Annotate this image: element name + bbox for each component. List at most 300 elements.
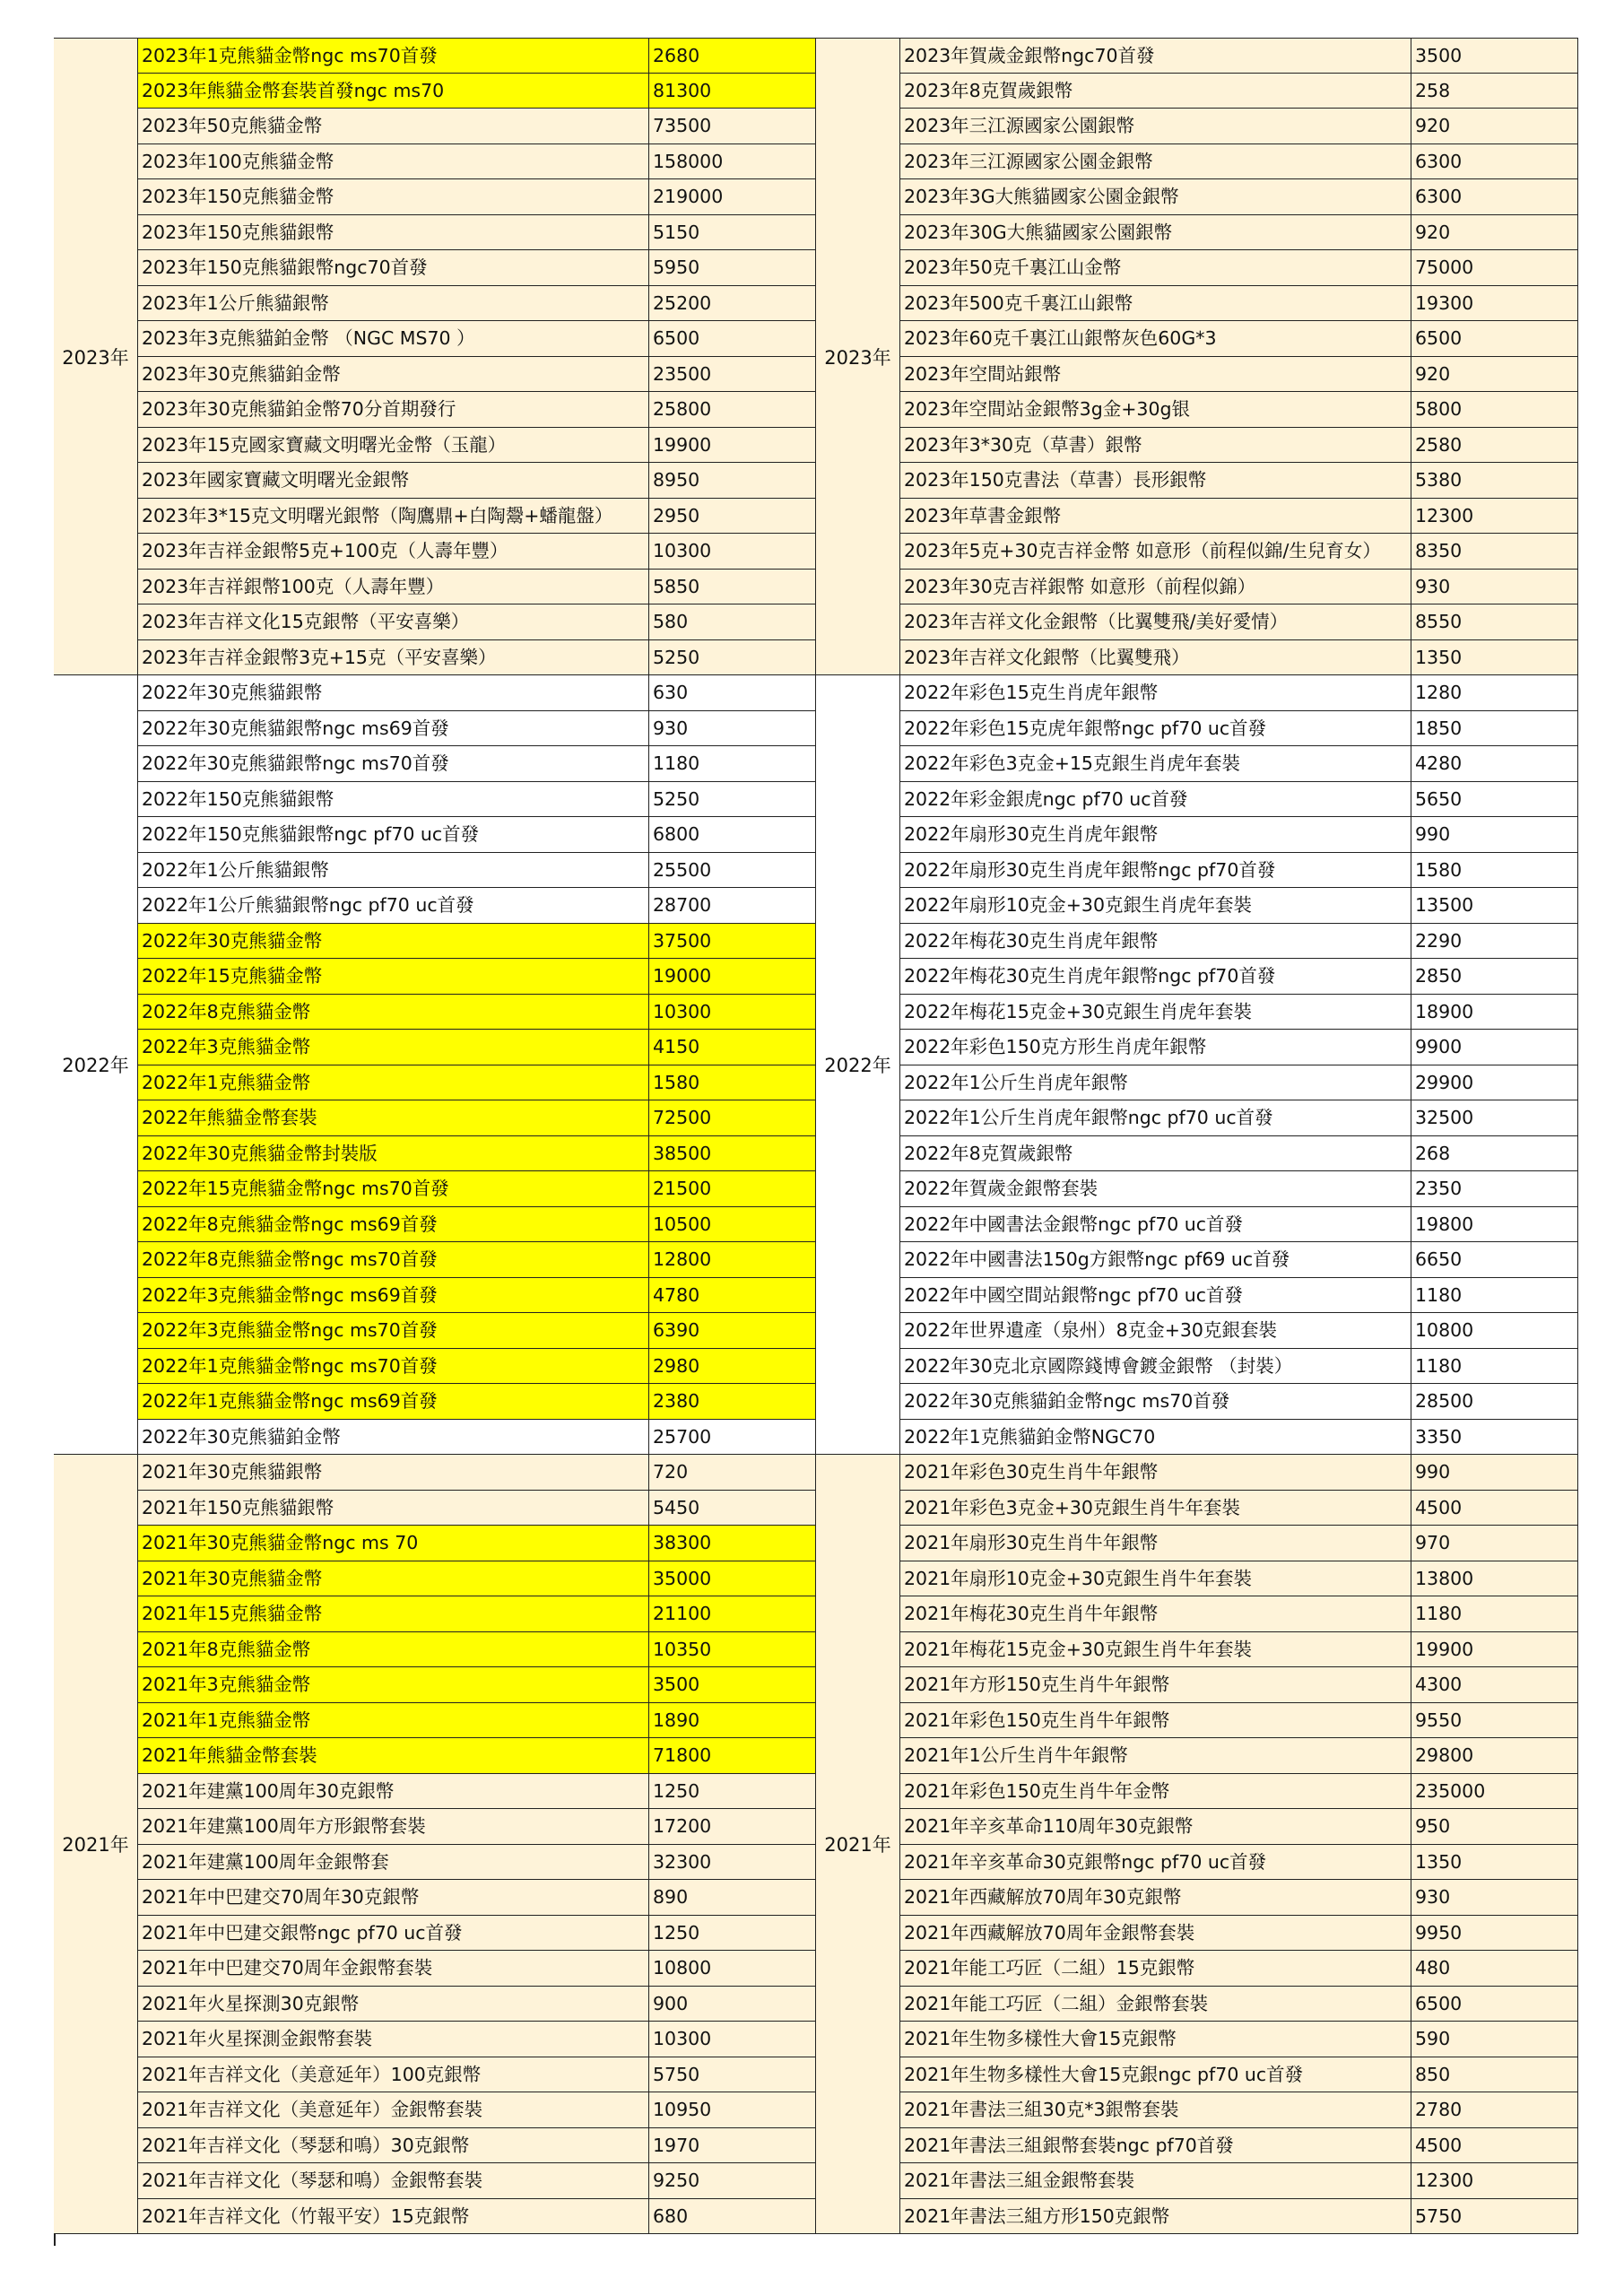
table-row	[900, 1420, 1578, 1456]
item-price-cell: 23500	[649, 357, 816, 393]
item-name-cell: 2022年1克熊貓金幣ngc ms69首發	[138, 1384, 649, 1420]
item-price-cell: 25700	[649, 1420, 816, 1456]
item-price-cell: 10300	[649, 534, 816, 570]
item-name-cell: 2021年書法三組銀幣套裝ngc pf70首發	[900, 2128, 1411, 2164]
table-row	[900, 1171, 1578, 1207]
table-row	[900, 1916, 1578, 1952]
table-row	[138, 463, 816, 499]
table-row	[138, 1951, 816, 1987]
item-price-cell: 25200	[649, 286, 816, 322]
item-price-cell: 38300	[649, 1526, 816, 1561]
item-price-cell: 6300	[1411, 179, 1578, 215]
table-row	[900, 1703, 1578, 1739]
table-row	[138, 144, 816, 180]
table-row	[138, 428, 816, 464]
item-name-cell: 2023年8克賀歲銀幣	[900, 74, 1411, 109]
item-price-cell: 35000	[649, 1561, 816, 1597]
table-row	[138, 357, 816, 393]
item-price-cell: 32500	[1411, 1100, 1578, 1136]
item-name-cell: 2022年1公斤熊貓銀幣	[138, 853, 649, 889]
item-name-cell: 2021年彩色3克金+30克銀生肖牛年套裝	[900, 1491, 1411, 1526]
item-name-cell: 2022年梅花15克金+30克銀生肖虎年套裝	[900, 995, 1411, 1031]
item-name-cell: 2022年彩色15克生肖虎年銀幣	[900, 675, 1411, 711]
table-row	[138, 1526, 816, 1561]
item-name-cell: 2022年15克熊貓金幣	[138, 959, 649, 995]
item-price-cell: 6650	[1411, 1242, 1578, 1278]
table-row	[138, 2163, 816, 2199]
item-price-cell: 3500	[1411, 38, 1578, 74]
table-row	[900, 570, 1578, 605]
item-price-cell: 2580	[1411, 428, 1578, 464]
item-name-cell: 2023年1克熊貓金幣ngc ms70首發	[138, 38, 649, 74]
item-price-cell: 930	[1411, 570, 1578, 605]
item-name-cell: 2023年草書金銀幣	[900, 499, 1411, 535]
item-price-cell: 1180	[649, 746, 816, 782]
item-name-cell: 2022年1克熊貓鉑金幣NGC70	[900, 1420, 1411, 1456]
table-row	[900, 392, 1578, 428]
item-price-cell: 5380	[1411, 463, 1578, 499]
table-row	[900, 1100, 1578, 1136]
item-name-cell: 2021年生物多樣性大會15克銀幣	[900, 2022, 1411, 2057]
item-price-cell: 28500	[1411, 1384, 1578, 1420]
item-name-cell: 2023年吉祥文化15克銀幣（平安喜樂）	[138, 604, 649, 640]
table-row	[138, 711, 816, 747]
item-price-cell: 990	[1411, 817, 1578, 853]
price-list-sheet	[54, 38, 1578, 2246]
item-name-cell: 2023年150克熊貓銀幣	[138, 215, 649, 251]
table-row	[138, 1703, 816, 1739]
table-row	[900, 1951, 1578, 1987]
item-rows	[138, 675, 816, 1455]
item-name-cell: 2021年熊貓金幣套裝	[138, 1738, 649, 1774]
table-row	[900, 357, 1578, 393]
item-name-cell: 2021年西藏解放70周年金銀幣套裝	[900, 1916, 1411, 1952]
item-name-cell: 2023年150克書法（草書）長形銀幣	[900, 463, 1411, 499]
table-row	[138, 1774, 816, 1810]
table-row	[900, 711, 1578, 747]
table-row	[138, 2092, 816, 2128]
item-name-cell: 2022年3克熊貓金幣ngc ms70首發	[138, 1313, 649, 1349]
item-price-cell: 6300	[1411, 144, 1578, 180]
item-price-cell: 72500	[649, 1100, 816, 1136]
item-name-cell: 2021年書法三組30克*3銀幣套裝	[900, 2092, 1411, 2128]
item-price-cell: 2680	[649, 38, 816, 74]
item-name-cell: 2022年扇形10克金+30克銀生肖虎年套裝	[900, 888, 1411, 924]
item-price-cell: 920	[1411, 357, 1578, 393]
table-row	[138, 179, 816, 215]
table-row	[900, 1491, 1578, 1526]
table-row	[138, 215, 816, 251]
item-name-cell: 2022年1克熊貓金幣ngc ms70首發	[138, 1349, 649, 1385]
table-row	[138, 1349, 816, 1385]
item-price-cell: 2980	[649, 1349, 816, 1385]
table-row	[138, 1809, 816, 1845]
item-price-cell: 19000	[649, 959, 816, 995]
table-row	[138, 570, 816, 605]
item-name-cell: 2021年建黨100周年金銀幣套	[138, 1845, 649, 1881]
item-price-cell: 18900	[1411, 995, 1578, 1031]
item-price-cell: 5250	[649, 640, 816, 676]
item-price-cell: 10800	[1411, 1313, 1578, 1349]
item-rows	[900, 675, 1578, 1455]
item-name-cell: 2021年1公斤生肖牛年銀幣	[900, 1738, 1411, 1774]
table-row	[138, 1278, 816, 1314]
item-price-cell: 5250	[649, 782, 816, 818]
table-row	[138, 1136, 816, 1172]
item-price-cell: 2380	[649, 1384, 816, 1420]
table-row	[138, 746, 816, 782]
table-row	[138, 959, 816, 995]
item-name-cell: 2021年火星探測30克銀幣	[138, 1987, 649, 2022]
item-price-cell: 720	[649, 1455, 816, 1491]
item-name-cell: 2021年彩色150克生肖牛年金幣	[900, 1774, 1411, 1810]
item-name-cell: 2023年吉祥文化金銀幣（比翼雙飛/美好愛情）	[900, 604, 1411, 640]
year-label: 2023年	[54, 38, 138, 675]
table-row	[900, 1774, 1578, 1810]
item-price-cell: 8950	[649, 463, 816, 499]
item-price-cell: 6390	[649, 1313, 816, 1349]
table-row	[900, 1596, 1578, 1632]
item-price-cell: 900	[649, 1987, 816, 2022]
table-row	[138, 853, 816, 889]
item-price-cell: 990	[1411, 1455, 1578, 1491]
item-price-cell: 13800	[1411, 1561, 1578, 1597]
item-name-cell: 2023年30克熊貓鉑金幣	[138, 357, 649, 393]
item-name-cell: 2021年吉祥文化（美意延年）100克銀幣	[138, 2057, 649, 2093]
item-price-cell: 9250	[649, 2163, 816, 2199]
table-row	[900, 1561, 1578, 1597]
item-name-cell: 2022年8克熊貓金幣ngc ms69首發	[138, 1207, 649, 1243]
item-price-cell: 680	[649, 2199, 816, 2235]
item-name-cell: 2023年30克吉祥銀幣 如意形（前程似錦）	[900, 570, 1411, 605]
item-price-cell: 81300	[649, 74, 816, 109]
item-name-cell: 2022年1公斤熊貓銀幣ngc pf70 uc首發	[138, 888, 649, 924]
item-name-cell: 2022年賀歲金銀幣套裝	[900, 1171, 1411, 1207]
item-price-cell: 5850	[649, 570, 816, 605]
item-price-cell: 10950	[649, 2092, 816, 2128]
table-row	[900, 959, 1578, 995]
item-price-cell: 6800	[649, 817, 816, 853]
year-section	[816, 675, 1578, 1455]
item-price-cell: 29800	[1411, 1738, 1578, 1774]
item-rows	[138, 1455, 816, 2234]
table-row	[138, 1455, 816, 1491]
table-row	[138, 38, 816, 74]
item-name-cell: 2023年熊貓金幣套裝首發ngc ms70	[138, 74, 649, 109]
table-row	[138, 1030, 816, 1065]
table-row	[138, 782, 816, 818]
table-row	[138, 1880, 816, 1916]
item-price-cell: 6500	[1411, 321, 1578, 357]
item-price-cell: 1350	[1411, 1845, 1578, 1881]
item-price-cell: 13500	[1411, 888, 1578, 924]
table-row	[900, 995, 1578, 1031]
item-price-cell: 5800	[1411, 392, 1578, 428]
table-row	[138, 924, 816, 960]
year-label: 2021年	[54, 1455, 138, 2234]
item-name-cell: 2022年3克熊貓金幣	[138, 1030, 649, 1065]
item-price-cell: 2850	[1411, 959, 1578, 995]
item-price-cell: 5950	[649, 250, 816, 286]
table-row	[900, 604, 1578, 640]
item-name-cell: 2022年8克熊貓金幣	[138, 995, 649, 1031]
item-name-cell: 2021年梅花30克生肖牛年銀幣	[900, 1596, 1411, 1632]
item-price-cell: 930	[649, 711, 816, 747]
item-price-cell: 19800	[1411, 1207, 1578, 1243]
item-name-cell: 2021年生物多樣性大會15克銀ngc pf70 uc首發	[900, 2057, 1411, 2093]
table-row	[900, 924, 1578, 960]
item-name-cell: 2022年中國空間站銀幣ngc pf70 uc首發	[900, 1278, 1411, 1314]
item-name-cell: 2023年1公斤熊貓銀幣	[138, 286, 649, 322]
item-name-cell: 2022年15克熊貓金幣ngc ms70首發	[138, 1171, 649, 1207]
item-price-cell: 8350	[1411, 534, 1578, 570]
table-row	[138, 1561, 816, 1597]
item-price-cell: 32300	[649, 1845, 816, 1881]
item-price-cell: 890	[649, 1880, 816, 1916]
item-price-cell: 1580	[649, 1065, 816, 1101]
item-name-cell: 2022年1公斤生肖虎年銀幣ngc pf70 uc首發	[900, 1100, 1411, 1136]
table-row	[900, 463, 1578, 499]
item-rows	[900, 38, 1578, 675]
item-price-cell: 19900	[1411, 1632, 1578, 1668]
table-row	[900, 2128, 1578, 2164]
year-label: 2022年	[54, 675, 138, 1455]
item-name-cell: 2022年30克熊貓鉑金幣	[138, 1420, 649, 1456]
item-name-cell: 2023年吉祥文化銀幣（比翼雙飛）	[900, 640, 1411, 676]
table-row	[138, 1491, 816, 1526]
item-price-cell: 38500	[649, 1136, 816, 1172]
item-price-cell: 9550	[1411, 1703, 1578, 1739]
item-name-cell: 2021年吉祥文化（琴瑟和鳴）金銀幣套裝	[138, 2163, 649, 2199]
item-price-cell: 10800	[649, 1951, 816, 1987]
item-name-cell: 2023年150克熊貓金幣	[138, 179, 649, 215]
item-price-cell: 1890	[649, 1703, 816, 1739]
year-section	[54, 38, 816, 675]
year-label: 2021年	[816, 1455, 900, 2234]
table-row	[900, 109, 1578, 144]
item-price-cell: 5650	[1411, 782, 1578, 818]
item-name-cell: 2022年1公斤生肖虎年銀幣	[900, 1065, 1411, 1101]
table-row	[138, 2128, 816, 2164]
table-row	[138, 1207, 816, 1243]
item-name-cell: 2021年建黨100周年方形銀幣套裝	[138, 1809, 649, 1845]
item-name-cell: 2022年中國書法150g方銀幣ngc pf69 uc首發	[900, 1242, 1411, 1278]
item-name-cell: 2021年1克熊貓金幣	[138, 1703, 649, 1739]
item-name-cell: 2022年彩色150克方形生肖虎年銀幣	[900, 1030, 1411, 1065]
item-name-cell: 2023年3G大熊貓國家公園金銀幣	[900, 179, 1411, 215]
item-name-cell: 2022年中國書法金銀幣ngc pf70 uc首發	[900, 1207, 1411, 1243]
table-row	[138, 2199, 816, 2235]
item-name-cell: 2023年50克千裏江山金幣	[900, 250, 1411, 286]
item-price-cell: 2290	[1411, 924, 1578, 960]
table-row	[900, 534, 1578, 570]
table-row	[900, 1278, 1578, 1314]
item-name-cell: 2023年150克熊貓銀幣ngc70首發	[138, 250, 649, 286]
item-price-cell: 590	[1411, 2022, 1578, 2057]
item-name-cell: 2022年30克熊貓鉑金幣ngc ms70首發	[900, 1384, 1411, 1420]
item-price-cell: 19900	[649, 428, 816, 464]
item-price-cell: 970	[1411, 1526, 1578, 1561]
item-price-cell: 258	[1411, 74, 1578, 109]
item-name-cell: 2023年吉祥銀幣100克（人壽年豐）	[138, 570, 649, 605]
item-name-cell: 2021年30克熊貓金幣	[138, 1561, 649, 1597]
table-row	[900, 1313, 1578, 1349]
year-section	[816, 1455, 1578, 2234]
table-row	[900, 144, 1578, 180]
year-label: 2023年	[816, 38, 900, 675]
table-row	[900, 321, 1578, 357]
item-name-cell: 2021年扇形30克生肖牛年銀幣	[900, 1526, 1411, 1561]
item-name-cell: 2021年中巴建交70周年金銀幣套裝	[138, 1951, 649, 1987]
item-name-cell: 2021年建黨100周年30克銀幣	[138, 1774, 649, 1810]
item-price-cell: 29900	[1411, 1065, 1578, 1101]
table-row	[138, 534, 816, 570]
item-name-cell: 2022年扇形30克生肖虎年銀幣	[900, 817, 1411, 853]
item-name-cell: 2022年30克熊貓銀幣ngc ms69首發	[138, 711, 649, 747]
table-row	[138, 250, 816, 286]
table-row	[138, 888, 816, 924]
item-name-cell: 2022年熊貓金幣套裝	[138, 1100, 649, 1136]
item-name-cell: 2021年30克熊貓金幣ngc ms 70	[138, 1526, 649, 1561]
item-price-cell: 4280	[1411, 746, 1578, 782]
table-row	[900, 782, 1578, 818]
item-name-cell: 2023年15克國家寶藏文明曙光金幣（玉龍）	[138, 428, 649, 464]
item-price-cell: 21100	[649, 1596, 816, 1632]
item-price-cell: 37500	[649, 924, 816, 960]
table-row	[900, 1667, 1578, 1703]
item-name-cell: 2022年8克熊貓金幣ngc ms70首發	[138, 1242, 649, 1278]
item-name-cell: 2022年30克熊貓銀幣	[138, 675, 649, 711]
item-price-cell: 28700	[649, 888, 816, 924]
table-row	[138, 1065, 816, 1101]
item-name-cell: 2023年50克熊貓金幣	[138, 109, 649, 144]
table-row	[138, 1845, 816, 1881]
item-name-cell: 2022年梅花30克生肖虎年銀幣ngc pf70首發	[900, 959, 1411, 995]
table-row	[900, 215, 1578, 251]
table-row	[900, 2092, 1578, 2128]
table-row	[900, 286, 1578, 322]
item-name-cell: 2021年彩色30克生肖牛年銀幣	[900, 1455, 1411, 1491]
item-price-cell: 4300	[1411, 1667, 1578, 1703]
table-row	[138, 2022, 816, 2057]
item-name-cell: 2022年彩金銀虎ngc pf70 uc首發	[900, 782, 1411, 818]
table-row	[138, 392, 816, 428]
table-row	[900, 2057, 1578, 2093]
item-price-cell: 6500	[1411, 1987, 1578, 2022]
table-row	[900, 2199, 1578, 2235]
item-price-cell: 5150	[649, 215, 816, 251]
item-price-cell: 12800	[649, 1242, 816, 1278]
item-price-cell: 4150	[649, 1030, 816, 1065]
item-name-cell: 2021年彩色150克生肖牛年銀幣	[900, 1703, 1411, 1739]
table-row	[900, 1880, 1578, 1916]
table-row	[138, 675, 816, 711]
table-row	[900, 2022, 1578, 2057]
table-row	[138, 286, 816, 322]
item-price-cell: 1250	[649, 1916, 816, 1952]
item-name-cell: 2021年西藏解放70周年30克銀幣	[900, 1880, 1411, 1916]
table-row	[900, 1738, 1578, 1774]
item-name-cell: 2023年30G大熊貓國家公園銀幣	[900, 215, 1411, 251]
item-price-cell: 1180	[1411, 1596, 1578, 1632]
item-name-cell: 2023年100克熊貓金幣	[138, 144, 649, 180]
year-label: 2022年	[816, 675, 900, 1455]
item-price-cell: 219000	[649, 179, 816, 215]
item-price-cell: 1180	[1411, 1349, 1578, 1385]
item-name-cell: 2023年吉祥金銀幣5克+100克（人壽年豐）	[138, 534, 649, 570]
item-price-cell: 9900	[1411, 1030, 1578, 1065]
item-name-cell: 2022年彩色3克金+15克銀生肖虎年套裝	[900, 746, 1411, 782]
item-price-cell: 630	[649, 675, 816, 711]
item-price-cell: 3500	[649, 1667, 816, 1703]
item-name-cell: 2023年空間站銀幣	[900, 357, 1411, 393]
table-row	[900, 1136, 1578, 1172]
item-price-cell: 21500	[649, 1171, 816, 1207]
item-name-cell: 2023年5克+30克吉祥金幣 如意形（前程似錦/生兒育女）	[900, 534, 1411, 570]
left-column-table	[54, 38, 816, 2246]
item-price-cell: 10300	[649, 2022, 816, 2057]
table-row	[900, 1809, 1578, 1845]
table-row	[900, 640, 1578, 676]
table-row	[900, 817, 1578, 853]
item-price-cell: 480	[1411, 1951, 1578, 1987]
table-row	[900, 746, 1578, 782]
table-row	[900, 499, 1578, 535]
item-name-cell: 2022年30克熊貓金幣封裝版	[138, 1136, 649, 1172]
item-price-cell: 75000	[1411, 250, 1578, 286]
table-row	[138, 604, 816, 640]
item-price-cell: 3350	[1411, 1420, 1578, 1456]
table-row	[138, 1313, 816, 1349]
item-name-cell: 2021年吉祥文化（琴瑟和鳴）30克銀幣	[138, 2128, 649, 2164]
item-name-cell: 2023年3*30克（草書）銀幣	[900, 428, 1411, 464]
item-price-cell: 9950	[1411, 1916, 1578, 1952]
item-price-cell: 5450	[649, 1491, 816, 1526]
table-row	[900, 1455, 1578, 1491]
right-column-table	[816, 38, 1578, 2246]
item-name-cell: 2021年吉祥文化（美意延年）金銀幣套裝	[138, 2092, 649, 2128]
item-name-cell: 2022年3克熊貓金幣ngc ms69首發	[138, 1278, 649, 1314]
item-price-cell: 2950	[649, 499, 816, 535]
table-row	[138, 1667, 816, 1703]
item-rows	[138, 38, 816, 675]
item-name-cell: 2022年150克熊貓銀幣	[138, 782, 649, 818]
item-name-cell: 2021年火星探測金銀幣套裝	[138, 2022, 649, 2057]
item-price-cell: 235000	[1411, 1774, 1578, 1810]
table-row	[900, 1242, 1578, 1278]
item-name-cell: 2022年150克熊貓銀幣ngc pf70 uc首發	[138, 817, 649, 853]
item-price-cell: 5750	[1411, 2199, 1578, 2235]
item-price-cell: 268	[1411, 1136, 1578, 1172]
year-section	[816, 38, 1578, 675]
item-name-cell: 2021年辛亥革命110周年30克銀幣	[900, 1809, 1411, 1845]
item-name-cell: 2022年30克熊貓金幣	[138, 924, 649, 960]
table-row	[900, 179, 1578, 215]
table-row	[138, 1596, 816, 1632]
table-row	[900, 675, 1578, 711]
item-price-cell: 158000	[649, 144, 816, 180]
year-section	[54, 675, 816, 1455]
item-price-cell: 10300	[649, 995, 816, 1031]
table-row	[138, 1242, 816, 1278]
item-name-cell: 2021年3克熊貓金幣	[138, 1667, 649, 1703]
item-price-cell: 2350	[1411, 1171, 1578, 1207]
item-price-cell: 930	[1411, 1880, 1578, 1916]
table-row	[900, 250, 1578, 286]
item-name-cell: 2022年30克北京國際錢博會鍍金銀幣 （封裝）	[900, 1349, 1411, 1385]
item-price-cell: 4500	[1411, 1491, 1578, 1526]
table-row	[900, 853, 1578, 889]
